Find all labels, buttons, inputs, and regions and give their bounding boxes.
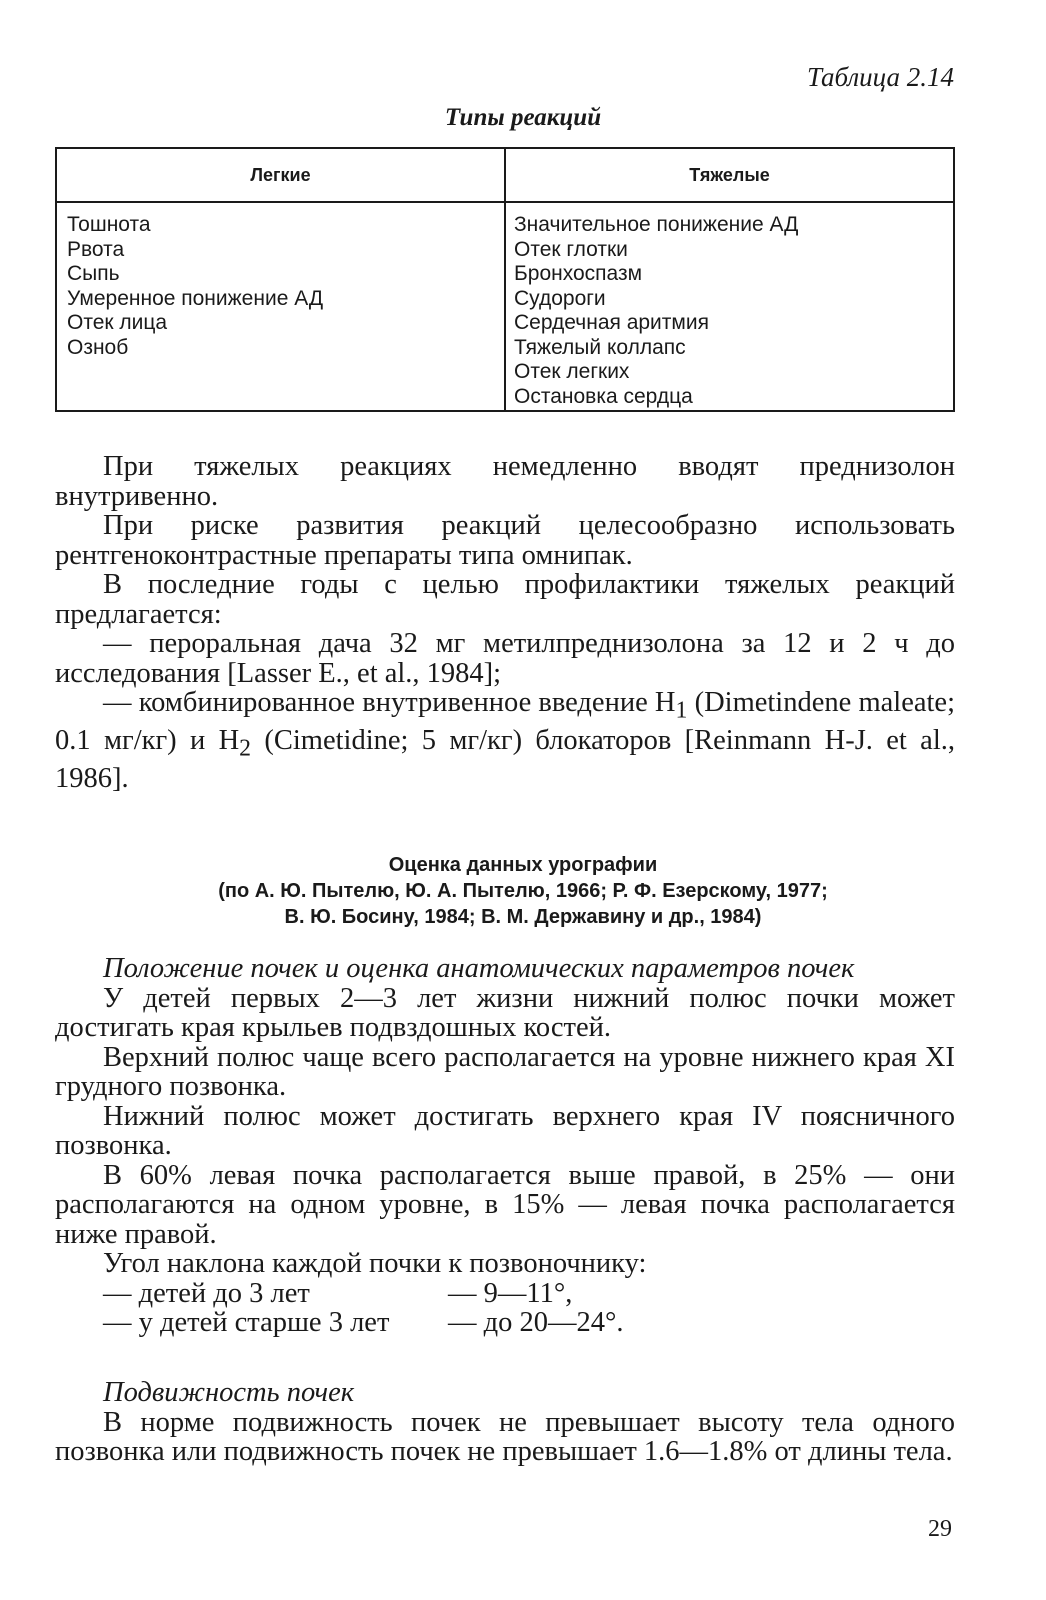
subheading: Положение почек и оценка анатомических параметров почек <box>103 953 855 984</box>
mild-reactions-list <box>67 213 492 360</box>
paragraph: — пероральная дача 32 мг метилпреднизолона за 12 и 2 ч до исследования [Lasser E., et al., 1984]; <box>55 628 955 689</box>
text-run: (Dimetindene maleate; 0.1 мг/кг) и H <box>55 687 955 757</box>
table-cell: Судороги <box>514 286 606 310</box>
angle-label: — детей до 3 лет <box>103 1277 310 1309</box>
table-cell: Отек легких <box>514 360 630 383</box>
paragraph: У детей первых 2—3 лет жизни нижний полюс почки может достигать края крыльев подвздошных костей. <box>55 982 955 1043</box>
page-number: 29 <box>928 1516 952 1542</box>
table-cell: Озноб <box>67 335 129 359</box>
table-cell: Отек глотки <box>514 237 628 261</box>
table-cell: Значительное понижение АД <box>514 213 799 236</box>
table-cell: Остановка сердца <box>514 384 693 408</box>
table-cell: Рвота <box>67 237 125 261</box>
paragraph: В норме подвижность почек не превышает высоту тела одного позвонка или подвижность почек не превышает 1.6—1.8% от длины тела. <box>55 1406 955 1467</box>
header-severe: Тяжелые <box>689 165 770 185</box>
paragraph: Угол наклона каждой почки к позвоночнику: <box>103 1248 647 1279</box>
list-item <box>55 1308 955 1338</box>
paragraph: В последние годы с целью профилактики тяжелых реакций предлагается: <box>55 569 955 630</box>
angle-list <box>55 1279 955 1338</box>
paragraph: При риске развития реакций целесообразно использовать рентгеноконтрастные препараты типа омнипак. <box>55 510 955 571</box>
table-number: Таблица 2.14 <box>806 62 954 92</box>
section-references: В. Ю. Босину, 1984; В. М. Державину и др., 1984) <box>284 906 762 928</box>
text-run: (Cimetidine; 5 мг/кг) блокаторов [Reinmann H-J. et al., 1986]. <box>55 725 955 795</box>
reactions-table <box>55 147 955 412</box>
table-cell: Тошнота <box>67 213 151 236</box>
subscript: 1 <box>675 697 688 724</box>
table-cell: Сердечная аритмия <box>514 311 709 334</box>
header-mild: Легкие <box>250 165 311 185</box>
paragraph: В 60% левая почка располагается выше правой, в 25% — они располагаются на одном уровне, в 15% — левая почка располагается ниже правой. <box>55 1159 955 1250</box>
paragraph: Верхний полюс чаще всего располагается на уровне нижнего края XI грудного позвонка. <box>55 1041 955 1102</box>
table-cell: Бронхоспазм <box>514 262 643 285</box>
angle-label: — у детей старше 3 лет <box>103 1307 390 1338</box>
severe-reactions-list <box>514 213 944 409</box>
section-references: (по А. Ю. Пытелю, Ю. А. Пытелю, 1966; Р. Ф. Езерскому, 1977; <box>218 880 828 902</box>
table-cell: Сыпь <box>67 262 120 285</box>
table-cell: Тяжелый коллапс <box>514 335 686 359</box>
kidney-mobility-section <box>55 1378 955 1467</box>
angle-value: — 9—11°, <box>448 1277 573 1309</box>
table-cell: Умеренное понижение АД <box>67 286 324 310</box>
subheading: Подвижность почек <box>103 1377 355 1408</box>
paragraph <box>55 688 955 794</box>
paragraph: Нижний полюс может достигать верхнего края IV поясничного позвонка. <box>55 1100 955 1161</box>
section-title: Оценка данных урографии <box>388 854 658 876</box>
reaction-treatment-text <box>55 452 955 794</box>
section-heading <box>0 852 1046 930</box>
angle-value: — до 20—24°. <box>448 1307 624 1338</box>
table-header-divider <box>57 201 953 203</box>
paragraph: При тяжелых реакциях немедленно вводят преднизолон внутривенно. <box>55 451 955 512</box>
table-column-divider <box>504 149 506 410</box>
list-item <box>55 1279 955 1309</box>
kidney-position-section <box>55 954 955 1338</box>
table-cell: Отек лица <box>67 311 168 334</box>
table-title: Типы реакций <box>444 104 602 131</box>
text-run: — комбинированное внутривенное введение H <box>103 687 676 718</box>
subscript: 2 <box>239 735 252 762</box>
